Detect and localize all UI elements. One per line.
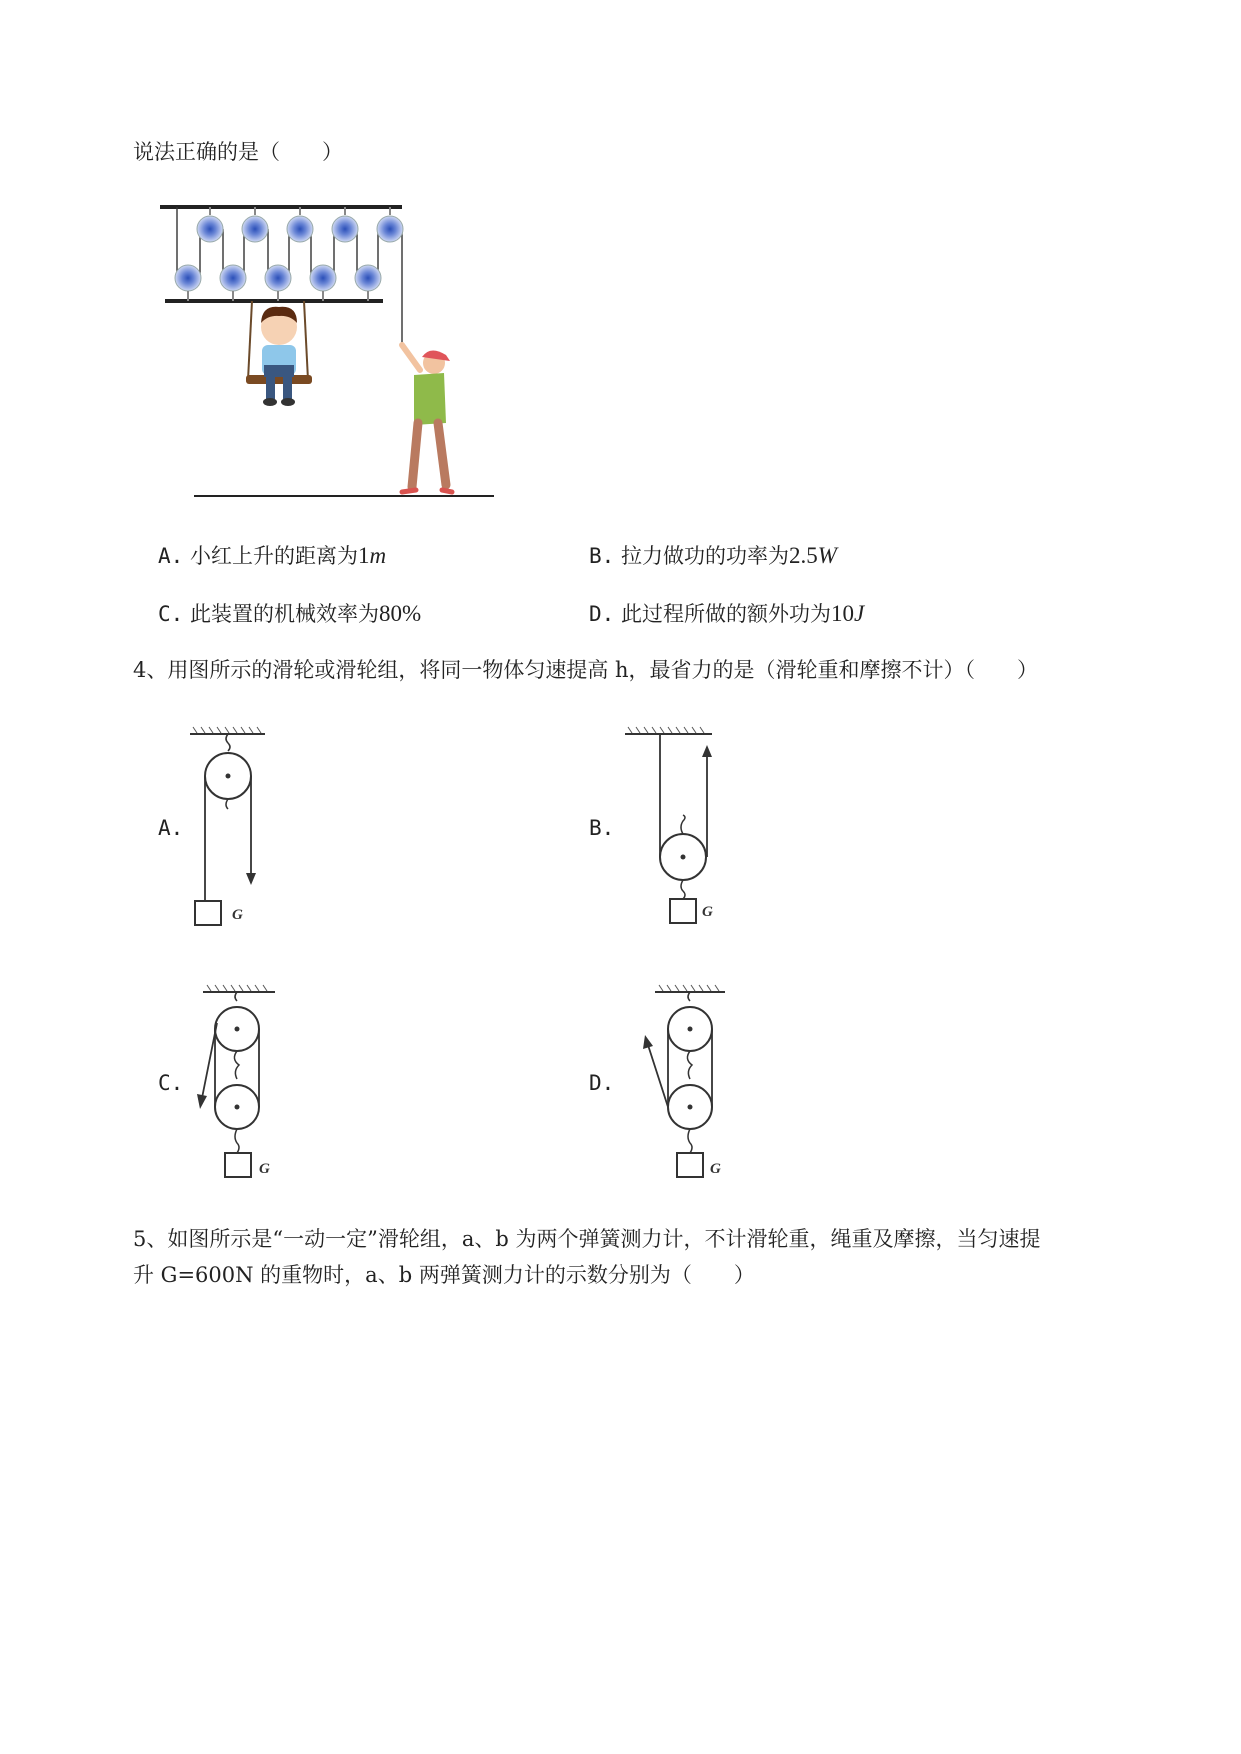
q3-stem-tail: 说法正确的是（ ） (133, 140, 343, 164)
q4-a-weight-label: G (232, 907, 243, 923)
q4-option-b-label[interactable]: B. (589, 816, 615, 840)
q4-stem: 4、用图所示的滑轮或滑轮组，将同一物体匀速提高 h，最省力的是（滑轮重和摩擦不计）（ ） (133, 658, 1039, 682)
boy-on-swing (246, 301, 312, 406)
q4-figure-d (635, 983, 735, 1193)
q5-stem-line1: 5、如图所示是“一动一定”滑轮组，a、b 为两个弹簧测力计，不计滑轮重，绳重及摩擦，当匀速提 (133, 1227, 1041, 1251)
q4-figure-b (620, 725, 720, 935)
q3-option-d[interactable]: D. 此过程所做的额外功为10J (589, 601, 865, 626)
fixed-pulleys (197, 207, 403, 242)
q4-d-weight-label: G (710, 1161, 721, 1177)
q3-option-b[interactable]: B. 拉力做功的功率为2.5W (589, 543, 837, 568)
q4-b-weight-label: G (702, 904, 713, 920)
q4-option-a-label[interactable]: A. (158, 816, 184, 840)
q3-option-c[interactable]: C. 此装置的机械效率为80% (158, 601, 422, 626)
man-pulling (402, 345, 452, 492)
q4-figure-a (185, 725, 275, 935)
q4-option-d-label[interactable]: D. (589, 1071, 615, 1095)
q3-option-a[interactable]: A. 小红上升的距离为1m (158, 543, 387, 568)
q4-c-weight-label: G (259, 1161, 270, 1177)
movable-pulleys (175, 265, 381, 301)
q5-stem-line2: 升 G=600N 的重物时，a、b 两弹簧测力计的示数分别为（ ） (133, 1263, 755, 1287)
q3-pulley-figure (150, 195, 510, 505)
q4-option-c-label[interactable]: C. (158, 1071, 184, 1095)
q4-figure-c (195, 983, 290, 1193)
